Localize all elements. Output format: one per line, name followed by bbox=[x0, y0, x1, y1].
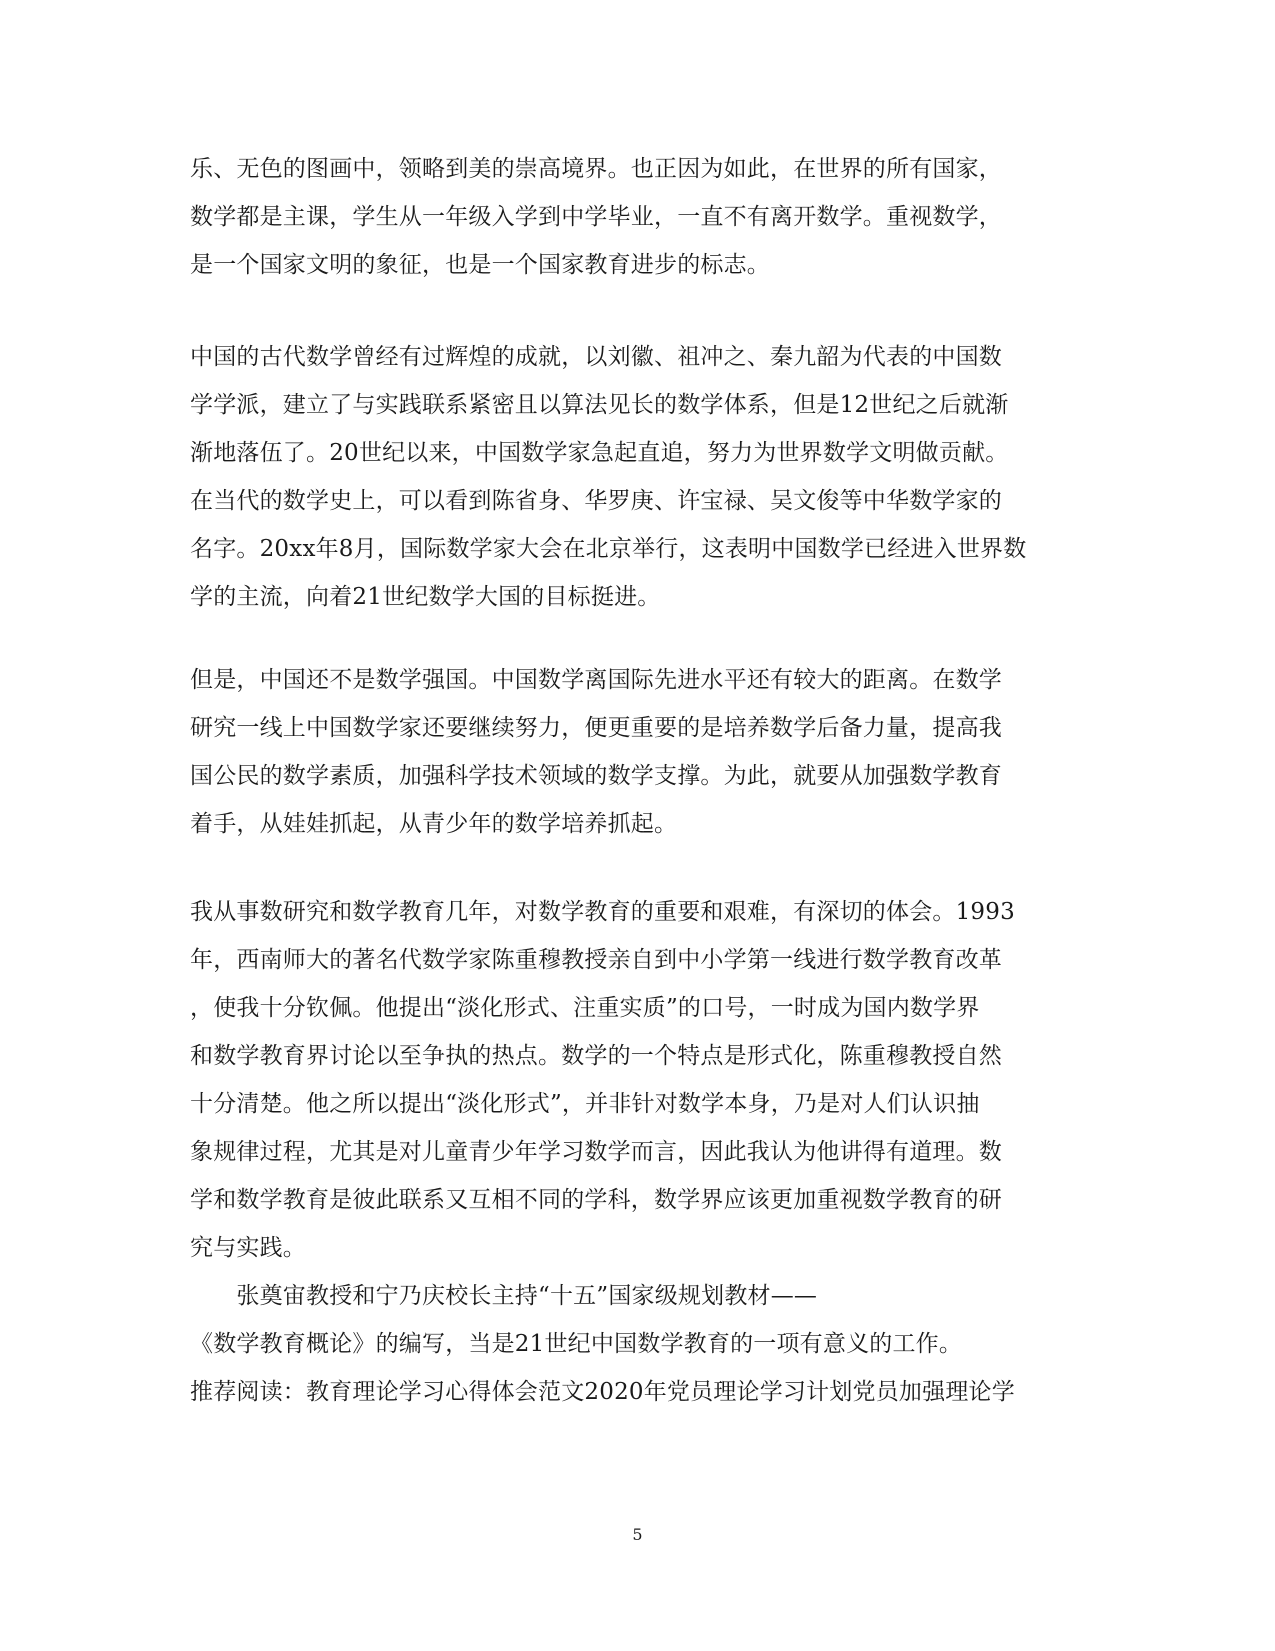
text-line: 渐地落伍了。20世纪以来，中国数学家急起直追，努力为世界数学文明做贡献。 bbox=[190, 440, 1009, 466]
text-line: 国公民的数学素质，加强科学技术领域的数学支撑。为此，就要从加强数学教育 bbox=[190, 763, 1002, 789]
text-line: 《数学教育概论》的编写，当是21世纪中国数学教育的一项有意义的工作。 bbox=[190, 1331, 963, 1357]
recommended-reading-line: 推荐阅读：教育理论学习心得体会范文2020年党员理论学习计划党员加强理论学 bbox=[190, 1379, 1015, 1405]
text-line: 学学派，建立了与实践联系紧密且以算法见长的数学体系，但是12世纪之后就渐 bbox=[190, 392, 1009, 418]
text-line: 和数学教育界讨论以至争执的热点。数学的一个特点是形式化，陈重穆教授自然 bbox=[190, 1043, 1002, 1069]
text-line: 但是，中国还不是数学强国。中国数学离国际先进水平还有较大的距离。在数学 bbox=[190, 667, 1002, 693]
text-line: 张奠宙教授和宁乃庆校长主持“十五”国家级规划教材—— bbox=[190, 1283, 818, 1309]
text-line: 是一个国家文明的象征，也是一个国家教育进步的标志。 bbox=[190, 252, 770, 278]
text-line: 中国的古代数学曾经有过辉煌的成就，以刘徽、祖冲之、秦九韶为代表的中国数 bbox=[190, 344, 1002, 370]
text-line: 数学都是主课，学生从一年级入学到中学毕业，一直不有离开数学。重视数学， bbox=[190, 204, 1002, 230]
text-line: 十分清楚。他之所以提出“淡化形式”，并非针对数学本身，乃是对人们认识抽 bbox=[190, 1091, 980, 1117]
text-line: 着手，从娃娃抓起，从青少年的数学培养抓起。 bbox=[190, 811, 678, 837]
paragraph-4 bbox=[190, 888, 1080, 1416]
text-line: 我从事数研究和数学教育几年，对数学教育的重要和艰难，有深切的体会。1993 bbox=[190, 899, 1015, 925]
text-line: 究与实践。 bbox=[190, 1235, 306, 1261]
text-line: 学和数学教育是彼此联系又互相不同的学科，数学界应该更加重视数学教育的研 bbox=[190, 1187, 1002, 1213]
text-line: ，使我十分钦佩。他提出“淡化形式、注重实质”的口号，一时成为国内数学界 bbox=[190, 995, 980, 1021]
paragraph-1 bbox=[190, 145, 1080, 289]
paragraph-2 bbox=[190, 333, 1080, 621]
text-line: 学的主流，向着21世纪数学大国的目标挺进。 bbox=[190, 584, 661, 610]
text-line: 乐、无色的图画中，领略到美的崇高境界。也正因为如此，在世界的所有国家， bbox=[190, 156, 1002, 182]
text-line: 年，西南师大的著名代数学家陈重穆教授亲自到中小学第一线进行数学教育改革 bbox=[190, 947, 1002, 973]
page-number: 5 bbox=[632, 1525, 643, 1544]
text-line: 象规律过程，尤其是对儿童青少年学习数学而言，因此我认为他讲得有道理。数 bbox=[190, 1139, 1002, 1165]
text-line: 在当代的数学史上，可以看到陈省身、华罗庚、许宝禄、吴文俊等中华数学家的 bbox=[190, 488, 1002, 514]
paragraph-3 bbox=[190, 656, 1080, 848]
text-line: 名字。20xx年8月，国际数学家大会在北京举行，这表明中国数学已经进入世界数 bbox=[190, 536, 1027, 562]
text-line: 研究一线上中国数学家还要继续努力，便更重要的是培养数学后备力量，提高我 bbox=[190, 715, 1002, 741]
